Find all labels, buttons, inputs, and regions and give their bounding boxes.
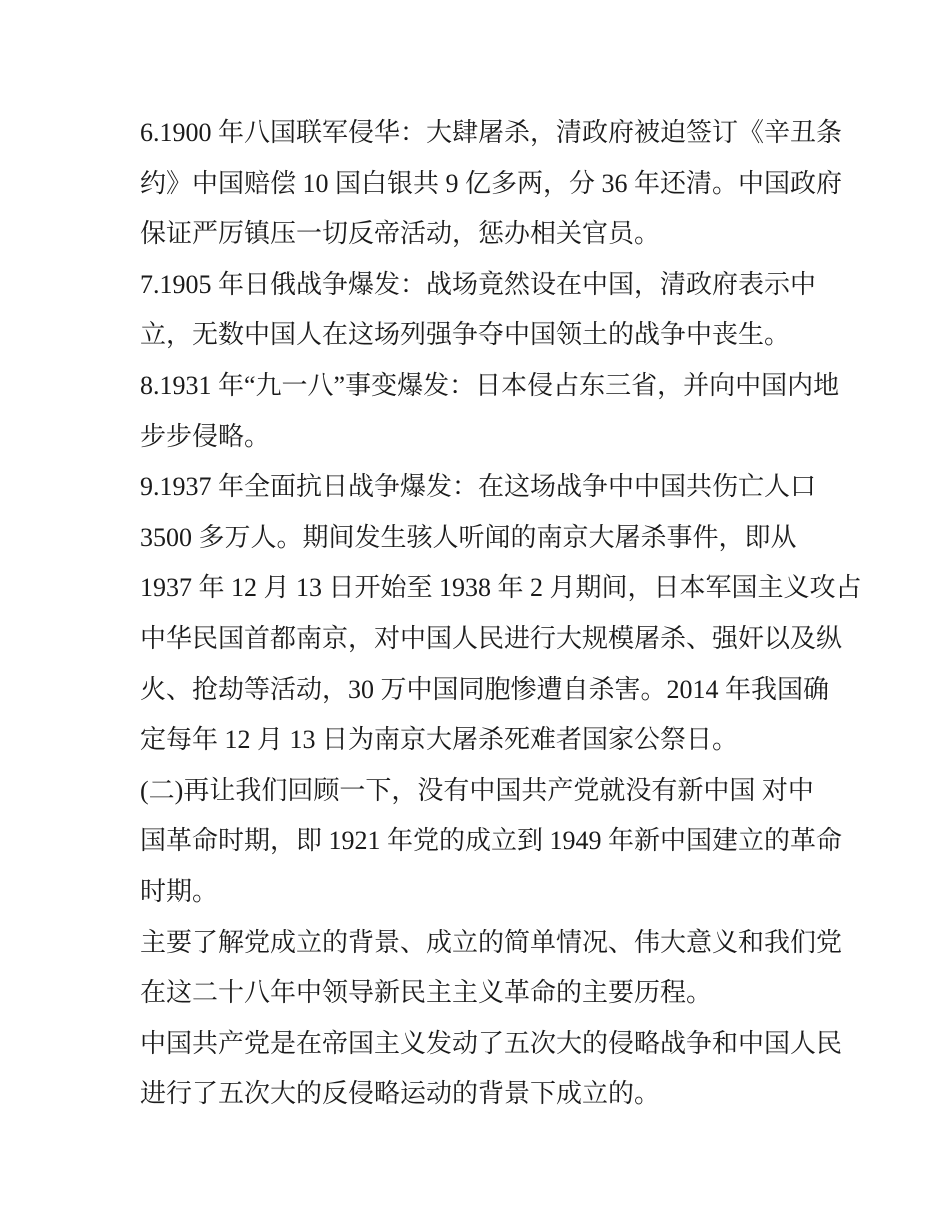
text-line: 时期。 xyxy=(140,876,219,906)
text-line: 6.1900 年八国联军侵华：大肆屠杀，清政府被迫签订《辛丑条 xyxy=(140,118,843,147)
text-line: 立，无数中国人在这场列强争夺中国领土的战争中丧生。 xyxy=(140,320,791,350)
text-line: 中华民国首都南京，对中国人民进行大规模屠杀、强奸以及纵 xyxy=(140,623,843,653)
text-line: 国革命时期，即 1921 年党的成立到 1949 年新中国建立的革命 xyxy=(140,826,843,856)
text-line: 在这二十八年中领导新民主主义革命的主要历程。 xyxy=(140,978,713,1008)
text-line: 9.1937 年全面抗日战争爆发：在这场战争中中国共伤亡人口 xyxy=(140,472,817,502)
text-line: 保证严厉镇压一切反帝活动，惩办相关官员。 xyxy=(140,219,661,249)
text-line: 中国共产党是在帝国主义发动了五次大的侵略战争和中国人民 xyxy=(140,1028,843,1058)
text-line: 约》中国赔偿 10 国白银共 9 亿多两，分 36 年还清。中国政府 xyxy=(140,168,843,198)
text-line: 进行了五次大的反侵略运动的背景下成立的。 xyxy=(140,1079,661,1109)
text-line: 7.1905 年日俄战争爆发：战场竟然设在中国，清政府表示中 xyxy=(140,269,817,299)
text-line: 主要了解党成立的背景、成立的简单情况、伟大意义和我们党 xyxy=(140,927,843,957)
text-line: 步步侵略。 xyxy=(140,421,271,451)
text-line: (二)再让我们回顾一下，没有中国共产党就没有新中国 对中 xyxy=(140,775,814,805)
text-line: 1937 年 12 月 13 日开始至 1938 年 2 月期间，日本军国主义攻占 xyxy=(140,573,862,603)
text-line: 3500 多万人。期间发生骇人听闻的南京大屠杀事件，即从 xyxy=(140,522,797,552)
text-line: 8.1931 年“九一八”事变爆发：日本侵占东三省，并向中国内地 xyxy=(140,370,840,400)
document-text-block xyxy=(140,108,885,1120)
text-line: 火、抢劫等活动，30 万中国同胞惨遭自杀害。2014 年我国确 xyxy=(140,674,830,704)
text-line: 定每年 12 月 13 日为南京大屠杀死难者国家公祭日。 xyxy=(140,725,739,755)
